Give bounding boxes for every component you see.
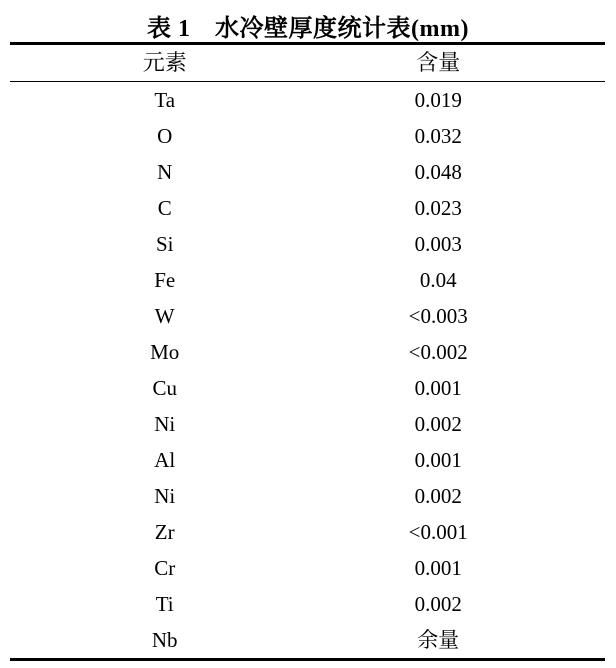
data-table <box>10 42 605 661</box>
element-cell: O <box>157 124 173 148</box>
element-cell: Nb <box>151 628 178 652</box>
element-cell: Cr <box>154 556 176 580</box>
value-cell: 0.001 <box>414 376 462 400</box>
table-row <box>10 82 605 119</box>
element-cell: N <box>157 160 173 184</box>
value-cell: <0.003 <box>408 304 468 328</box>
table-row <box>10 550 605 586</box>
table-row <box>10 442 605 478</box>
table-row <box>10 370 605 406</box>
element-cell: Al <box>154 448 176 472</box>
table-row <box>10 334 605 370</box>
table-row <box>10 262 605 298</box>
element-cell: Si <box>155 232 174 256</box>
table-row <box>10 154 605 190</box>
table-row <box>10 622 605 660</box>
value-cell: <0.002 <box>408 340 468 364</box>
element-cell: Ti <box>155 592 174 616</box>
value-cell: 余量 <box>417 628 460 652</box>
table-row <box>10 406 605 442</box>
table-row <box>10 226 605 262</box>
value-cell: 0.003 <box>414 232 462 256</box>
table-row <box>10 118 605 154</box>
value-cell: 0.04 <box>419 268 457 292</box>
element-cell: C <box>157 196 172 220</box>
element-cell: Fe <box>154 268 176 292</box>
table-title: 表 1 水冷壁厚度统计表(mm) <box>147 16 469 42</box>
value-cell: 0.001 <box>414 448 462 472</box>
element-cell: Ni <box>154 484 176 508</box>
value-cell: 0.001 <box>414 556 462 580</box>
value-cell: 0.002 <box>414 484 462 508</box>
element-cell: Cu <box>152 376 177 400</box>
value-cell: 0.023 <box>414 196 462 220</box>
value-cell: 0.019 <box>414 88 462 112</box>
element-cell: Ni <box>154 412 176 436</box>
value-cell: 0.002 <box>414 592 462 616</box>
column-header-content: 含量 <box>416 50 461 75</box>
header-row <box>10 44 605 82</box>
value-cell: <0.001 <box>408 520 468 544</box>
value-cell: 0.002 <box>414 412 462 436</box>
element-cell: Mo <box>150 340 180 364</box>
element-cell: Ta <box>154 88 176 112</box>
column-header-element: 元素 <box>142 50 187 75</box>
table-row <box>10 514 605 550</box>
element-cell: W <box>154 304 175 328</box>
table-row <box>10 298 605 334</box>
value-cell: 0.048 <box>414 160 462 184</box>
element-cell: Zr <box>154 520 175 544</box>
table-row <box>10 190 605 226</box>
value-cell: 0.032 <box>414 124 462 148</box>
table-row <box>10 478 605 514</box>
table-row <box>10 586 605 622</box>
